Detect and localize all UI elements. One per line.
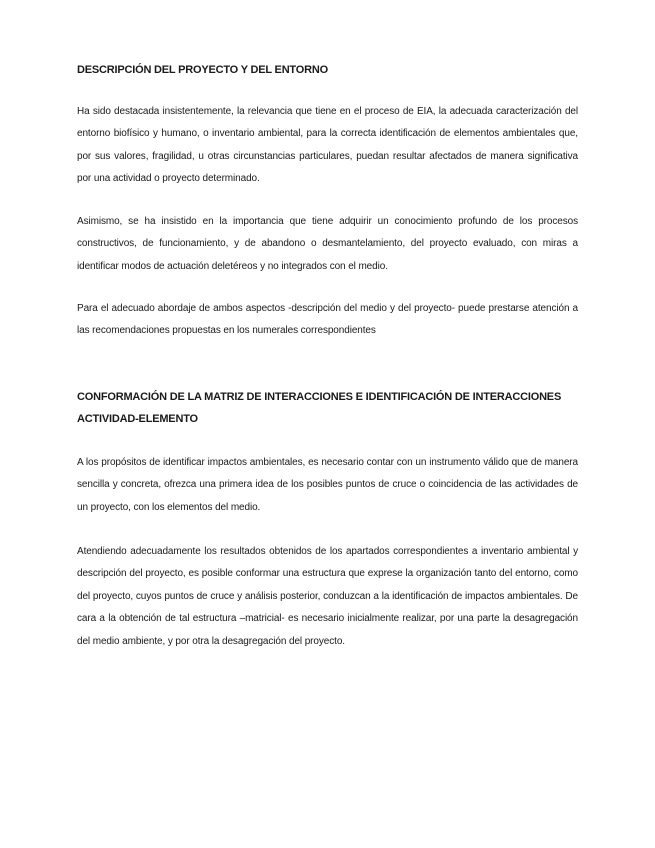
section-heading-matrix: CONFORMACIÓN DE LA MATRIZ DE INTERACCIONES E IDENTIFICACIÓN DE INTERACCIONES ACTIVIDAD-ELEMENTO [77,391,562,425]
paragraph-recommendations: Para el adecuado abordaje de ambos aspectos -descripción del medio y del proyecto- puede prestarse atención a las recomendaciones propuestas en los numerales correspondientes [77,303,578,337]
section-heading-description: DESCRIPCIÓN DEL PROYECTO Y DEL ENTORNO [77,64,328,76]
paragraph-project-knowledge: Asimismo, se ha insistido en la importancia que tiene adquirir un conocimiento profundo de los procesos constructivos, de funcionamiento, y de abandono o desmantelamiento, del proyecto evaluado, con miras a identificar modos de actuación deletéreos y no integrados con el medio. [77,216,578,272]
paragraph-environment-characterization: Ha sido destacada insistentemente, la relevancia que tiene en el proceso de EIA, la adecuada caracterización del entorno biofísico y humano, o inventario ambiental, para la correcta identificación de elementos ambientales que, por sus valores, fragilidad, u otras circunstancias particulares, puedan resultar afectados de manera significativa por una actividad o proyecto determinado. [77,106,578,185]
paragraph-matrix-structure: Atendiendo adecuadamente los resultados obtenidos de los apartados correspondientes a inventario ambiental y descripción del proyecto, es posible conformar una estructura que exprese la organización tanto del entorno, como del proyecto, cuyos puntos de cruce y análisis posterior, conduzcan a la identificación de impactos ambientales. De cara a la obtención de tal estructura –matricial- es necesario inicialmente realizar, por una parte la desagregación del medio ambiente, y por otra la desagregación del proyecto. [77,546,578,647]
paragraph-instrument-purpose: A los propósitos de identificar impactos ambientales, es necesario contar con un instrumento válido que de manera sencilla y concreta, ofrezca una primera idea de los posibles puntos de cruce o coincidencia de las actividades de un proyecto, con los elementos del medio. [77,457,578,513]
